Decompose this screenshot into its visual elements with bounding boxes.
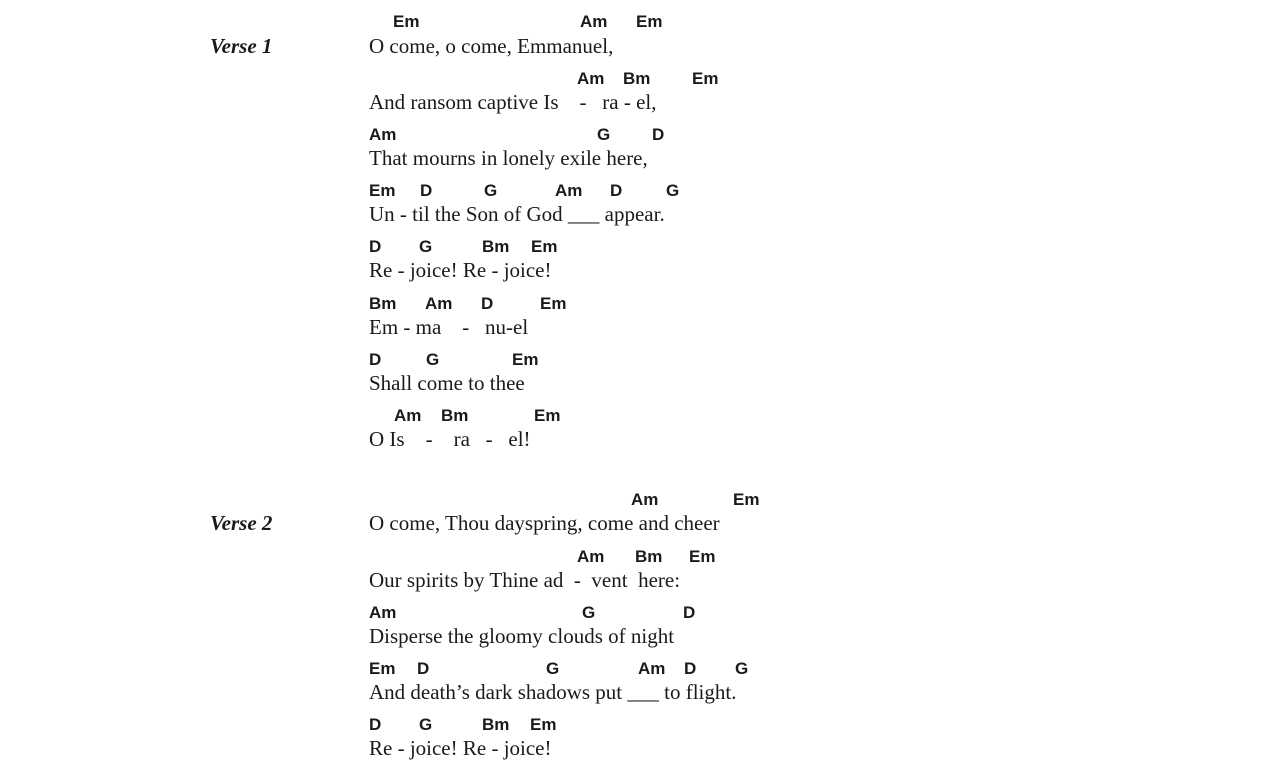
lyric-line: Shall come to thee [369,371,525,395]
chord: Bm [441,406,469,425]
chord: Bm [482,715,510,734]
chord: Em [512,350,539,369]
chord: Am [631,490,659,509]
lyric-line: Re - joice! Re - joice! [369,736,552,760]
chord: G [597,125,611,144]
lyric-line: And death’s dark shadows put ___ to flight. [369,680,737,704]
chord: G [735,659,749,678]
chord: G [666,181,680,200]
chord: G [582,603,596,622]
chord: Bm [635,547,663,566]
chord: Em [733,490,760,509]
chord: Am [638,659,666,678]
chord: Em [530,715,557,734]
chord: Am [369,603,397,622]
lyric-line: Our spirits by Thine ad - vent here: [369,568,681,592]
verse-label: Verse 1 [210,34,273,58]
chord: Em [692,69,719,88]
lyric-line: Re - joice! Re - joice! [369,258,552,282]
chord: G [484,181,498,200]
chord: D [417,659,430,678]
chord: Em [534,406,561,425]
lyric-line: Disperse the gloomy clouds of night [369,624,675,648]
chord: D [684,659,697,678]
lyric-line: Em - ma - nu-el [369,315,529,339]
chord: D [652,125,665,144]
chord: Am [577,69,605,88]
chord: G [419,237,433,256]
chord: Am [555,181,583,200]
chord: Am [580,12,608,31]
chord: Am [369,125,397,144]
verse-label: Verse 2 [210,511,273,535]
lyric-line: And ransom captive Is - ra - el, [369,90,657,114]
lyric-line: Un - til the Son of God ___ appear. [369,202,665,226]
chord: D [481,294,494,313]
chord: G [419,715,433,734]
chord: Bm [482,237,510,256]
chord: Am [394,406,422,425]
chord: Em [393,12,420,31]
chord: D [683,603,696,622]
chord: Em [636,12,663,31]
chord: Em [540,294,567,313]
lyric-line: That mourns in lonely exile here, [369,146,648,170]
chord: Em [689,547,716,566]
lyric-line: O come, Thou dayspring, come and cheer [369,511,720,535]
chord: D [369,237,382,256]
chord: Em [369,659,396,678]
chord: Em [369,181,396,200]
chord: D [420,181,433,200]
chord: Bm [369,294,397,313]
chord: Bm [623,69,651,88]
chord: D [369,715,382,734]
chord: G [426,350,440,369]
lyric-line: O come, o come, Emmanuel, [369,34,614,58]
chord: Em [531,237,558,256]
chord: D [369,350,382,369]
chord: G [546,659,560,678]
chord: Am [425,294,453,313]
chord: D [610,181,623,200]
chord: Am [577,547,605,566]
lyric-line: O Is - ra - el! [369,427,531,451]
